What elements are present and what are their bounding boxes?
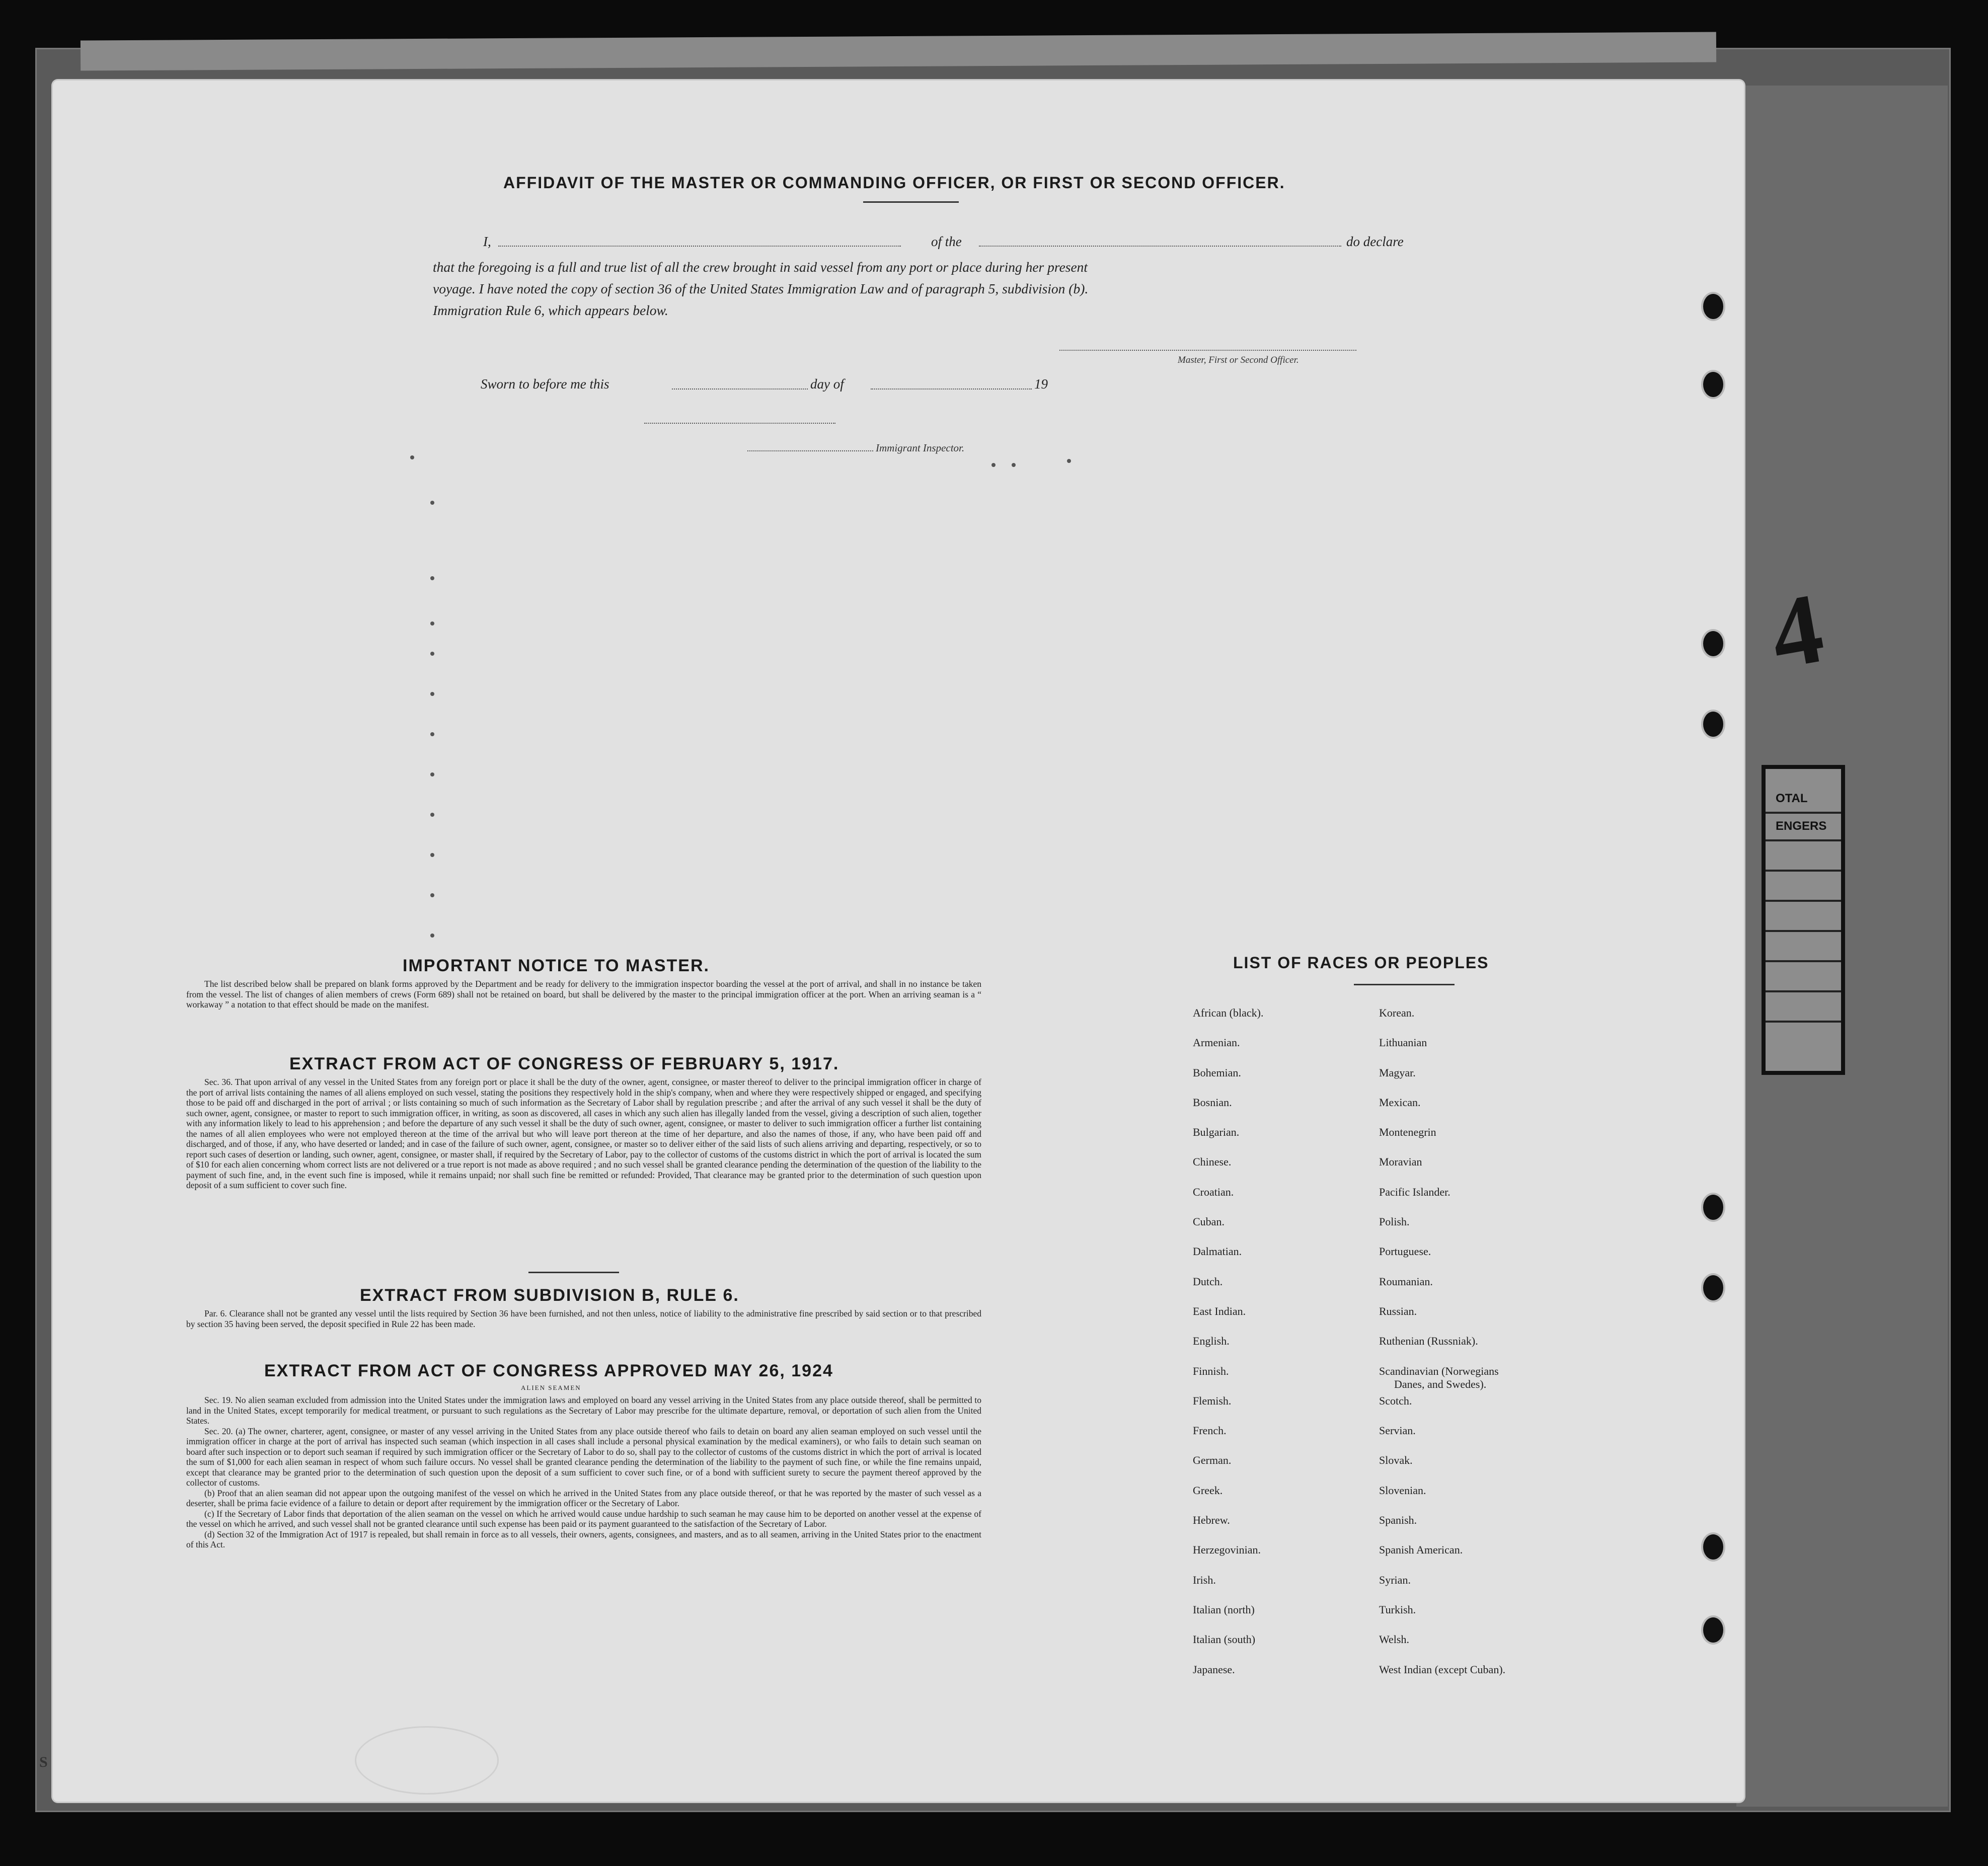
race-item: Flemish. xyxy=(1193,1394,1232,1407)
races-title: LIST OF RACES OR PEOPLES xyxy=(1233,954,1489,972)
race-item: English. xyxy=(1193,1335,1230,1348)
extract-1924-paragraph: Sec. 20. (a) The owner, charterer, agent, consignee, or master of any vessel arriving in the United States from any place outside thereof who fails to detain on board any alien seaman employed on such vessel until the immigration officer in charge at the port of arrival has inspected such seaman (which inspection in all cases shall include a personal physical examination by the medical examiners), or who fails to detain such seaman on board after such inspection or to deport such seaman if required by such immigration officer or the Secretary of Labor to do so, shall pay to the collector of customs of the customs district in which the port of arrival is located the sum of $1,000 for each alien seaman in respect of whom such failure occurs. No vessel shall be granted clearance pending the determination of the liability to the payment of such fine, or while the fine remains unpaid, except that clearance may be granted prior to the determination of such question upon the deposit of a sum sufficient to cover such fine, or of a bond with sufficient surety to secure the payment thereof approved by the collector of customs. xyxy=(186,1426,981,1488)
signature-blank xyxy=(1059,350,1356,351)
notice-title: IMPORTANT NOTICE TO MASTER. xyxy=(403,956,710,975)
inspector-blank-2 xyxy=(747,450,873,451)
notice-paragraph: The list described below shall be prepared on blank forms approved by the Department and be ready for delivery to the immigration inspector boarding the vessel at the port of arrival, and shall in no instance be taken from the vessel. The list of changes of alien members of crews (Form 689) shall not be retained on board, but shall be delivered by the master to the principal immigration officer at the port. When an arriving seaman is a “ workaway ” a notation to that effect should be made on the manifest. xyxy=(186,979,981,1009)
extract-1924-paragraph: Sec. 19. No alien seaman excluded from admission into the United States under the immigration laws and employed on board any vessel arriving in the United States from any place outside thereof, shall be permitted to land in the United States, except temporarily for medical treatment, or pursuant to such regulations as the Secretary of Labor may prescribe for the ultimate departure, removal, or deportation of such alien from the United States. xyxy=(186,1395,981,1426)
box-label-2: ENGERS xyxy=(1776,819,1827,833)
race-item: French. xyxy=(1193,1424,1227,1437)
race-item: Servian. xyxy=(1379,1424,1416,1437)
race-item: Russian. xyxy=(1379,1304,1417,1317)
affidavit-body-line-2: that the foregoing is a full and true list of all the crew brought in said vessel from any port or place during her present xyxy=(433,259,1088,275)
race-item: Italian (south) xyxy=(1193,1633,1256,1646)
race-item: Turkish. xyxy=(1379,1603,1416,1616)
race-item: Dalmatian. xyxy=(1193,1245,1242,1258)
extract-1924-title: EXTRACT FROM ACT OF CONGRESS APPROVED MAY 26, 1924 xyxy=(264,1361,833,1380)
race-item: Dutch. xyxy=(1193,1275,1223,1288)
extract-rule6-paragraph: Par. 6. Clearance shall not be granted any vessel until the lists required by Section 36 have been furnished, and not then unless, notice of liability to the administrative fine prescribed by said section or to that prescribed by section 35 having been served, the deposit specified in Rule 22 has been made. xyxy=(186,1308,981,1329)
signature-label: Master, First or Second Officer. xyxy=(1178,355,1299,365)
box-label-1: OTAL xyxy=(1776,792,1808,805)
race-item: Finnish. xyxy=(1193,1364,1229,1377)
affidavit-body-line-3: voyage. I have noted the copy of section 36 of the United States Immigration Law and of paragraph 5, subdivision (b). xyxy=(433,281,1089,296)
race-item: Italian (north) xyxy=(1193,1603,1255,1616)
race-item: Pacific Islander. xyxy=(1379,1185,1450,1198)
race-item: African (black). xyxy=(1193,1006,1264,1019)
extract-1917-title: EXTRACT FROM ACT OF CONGRESS OF FEBRUARY 5, 1917. xyxy=(289,1054,839,1073)
race-item: Japanese. xyxy=(1193,1663,1235,1676)
race-item: Armenian. xyxy=(1193,1036,1240,1049)
punch-hole xyxy=(1701,370,1725,399)
race-item: Magyar. xyxy=(1379,1066,1416,1079)
affidavit-body-line-4: Immigration Rule 6, which appears below. xyxy=(433,302,668,318)
races-list-left xyxy=(1193,1006,1263,1693)
inspector-blank-1 xyxy=(644,423,835,424)
divider xyxy=(528,1272,619,1273)
sworn-year: 19 xyxy=(1034,376,1048,392)
race-item: Scandinavian (Norwegians xyxy=(1379,1364,1499,1377)
name-blank xyxy=(498,246,901,247)
extract-1924-paragraph: (d) Section 32 of the Immigration Act of 1917 is repealed, but shall remain in force as to all vessels, their owners, agents, consignees, and masters, and as to all seamen, arriving in the United States prior to the enactment of this Act. xyxy=(186,1529,981,1549)
sworn-day-of: day of xyxy=(810,376,844,392)
extract-1924-paragraph: (c) If the Secretary of Labor finds that deportation of the alien seaman on the vessel on which he arrived would cause undue hardship to such seaman he may cause him to be deported on another vessel at the expense of the vessel on which he arrived, and such vessel shall not be granted clearance until such expense has been paid or its payment guaranteed to the satisfaction of the Secretary of Labor. xyxy=(186,1508,981,1529)
extract-rule6-text xyxy=(186,1308,981,1329)
extract-rule6-title: EXTRACT FROM SUBDIVISION B, RULE 6. xyxy=(360,1286,739,1305)
document-page xyxy=(53,81,1744,1802)
divider xyxy=(1354,984,1455,985)
race-item: Syrian. xyxy=(1379,1573,1411,1586)
race-item: West Indian (except Cuban). xyxy=(1379,1663,1506,1676)
race-item: Spanish. xyxy=(1379,1514,1417,1527)
handwritten-mark: 4 xyxy=(1762,572,1831,691)
punch-hole xyxy=(1701,1532,1725,1562)
punch-hole xyxy=(1701,710,1725,739)
race-item-multiline xyxy=(1379,1365,1505,1394)
punch-hole xyxy=(1701,292,1725,321)
race-item-continued: Danes, and Swedes). xyxy=(1394,1377,1487,1390)
race-item: Bosnian. xyxy=(1193,1096,1232,1109)
race-item: Portuguese. xyxy=(1379,1245,1431,1258)
race-item: Montenegrin xyxy=(1379,1126,1436,1139)
corner-mark: S xyxy=(39,1754,48,1770)
race-item: Mexican. xyxy=(1379,1096,1421,1109)
affidavit-do-declare: do declare xyxy=(1346,234,1404,249)
punch-hole xyxy=(1701,1273,1725,1302)
extract-1924-text xyxy=(186,1395,981,1550)
race-item: Korean. xyxy=(1379,1006,1415,1019)
sworn-day-blank xyxy=(672,388,808,390)
divider xyxy=(863,201,959,203)
race-item: Moravian xyxy=(1379,1155,1422,1169)
race-item: Lithuanian xyxy=(1379,1036,1427,1049)
punch-hole xyxy=(1701,1193,1725,1222)
race-item: Bulgarian. xyxy=(1193,1126,1240,1139)
punch-hole xyxy=(1701,1615,1725,1645)
race-item: Slovak. xyxy=(1379,1454,1413,1467)
race-item: Irish. xyxy=(1193,1573,1216,1586)
race-item: Cuban. xyxy=(1193,1215,1225,1228)
race-item: Roumanian. xyxy=(1379,1275,1433,1288)
race-item: Croatian. xyxy=(1193,1185,1234,1198)
race-item: Welsh. xyxy=(1379,1633,1409,1646)
race-item: Polish. xyxy=(1379,1215,1410,1228)
race-item: Scotch. xyxy=(1379,1394,1412,1407)
extract-1917-text xyxy=(186,1077,981,1191)
inspector-label: Immigrant Inspector. xyxy=(876,442,965,454)
affidavit-i: I, xyxy=(483,234,491,249)
punch-hole xyxy=(1701,629,1725,658)
sworn-prefix: Sworn to before me this xyxy=(481,376,609,392)
extract-1924-paragraph: (b) Proof that an alien seaman did not appear upon the outgoing manifest of the vessel on which he arrived in the United States from any place outside thereof, or that he was reported by the master of such vessel as a deserter, shall be prima facie evidence of a failure to detain or deport after requirement by the immigration officer or the Secretary of Labor. xyxy=(186,1488,981,1508)
extract-1924-subtitle: ALIEN SEAMEN xyxy=(521,1384,581,1391)
race-item: Hebrew. xyxy=(1193,1514,1230,1527)
race-item: Herzegovinian. xyxy=(1193,1543,1261,1557)
affidavit-of-the: of the xyxy=(931,234,962,249)
race-item: Slovenian. xyxy=(1379,1484,1426,1497)
faded-stamp xyxy=(355,1726,499,1795)
total-passengers-box xyxy=(1762,765,1845,1075)
affidavit-title: AFFIDAVIT OF THE MASTER OR COMMANDING OFFICER, OR FIRST OR SECOND OFFICER. xyxy=(503,174,1285,192)
sworn-month-blank xyxy=(871,388,1032,390)
race-item: German. xyxy=(1193,1454,1232,1467)
race-item: Chinese. xyxy=(1193,1155,1232,1169)
race-item: Spanish American. xyxy=(1379,1543,1463,1557)
race-item: Ruthenian (Russniak). xyxy=(1379,1335,1478,1348)
race-item: East Indian. xyxy=(1193,1304,1246,1317)
notice-text xyxy=(186,979,981,1010)
race-item: Bohemian. xyxy=(1193,1066,1241,1079)
vessel-blank xyxy=(979,246,1341,247)
race-item: Greek. xyxy=(1193,1484,1223,1497)
extract-1917-paragraph: Sec. 36. That upon arrival of any vessel in the United States from any foreign port or place it shall be the duty of the owner, agent, consignee, or master thereof to deliver to the principal immigration officer in charge of the port of arrival lists containing the names of all aliens employed on such vessel, stating the positions they respectively hold in the ship's company, when and where they were respectively shipped or engaged, and specifying those to be paid off and discharged in the port of arrival ; or lists containing so much of such information as the Secretary of Labor shall by regulation prescribe ; and after the arrival of any such vessel it shall be the duty of such owner, agent, consignee, or master to report to such immigration officer, in writing, as soon as discovered, all cases in which any such alien has illegally landed from the vessel, giving a description of such alien, together with any information likely to lead to his apprehension ; and before the departure of any such vessel it shall be the duty of such owner, agent, consignee, or master to deliver to such immigration officer a further list containing the names of all alien employees who were not employed thereon at the time of the arrival but who will leave port thereon at the time of her departure, and also the names of those, if any, who have been paid off and discharged, and of those, if any, who have deserted or landed; and in case of the failure of such owner, agent, consignee, or master so to deliver either of the said lists of such aliens arriving and departing, respectively, or so to report such cases of desertion or landing, such owner, agent, consignee, or master shall, if required by the Secretary of Labor, pay to the collector of customs of the customs district in which the port of arrival is located the sum of $10 for each alien concerning whom correct lists are not delivered or a true report is not made as above required ; and no such vessel shall be granted clearance pending the determination of the question of the liability to the payment of such fine, and, in the event such fine is imposed, while it remains unpaid; nor shall such fine be remitted or refunded: Provided, That clearance may be granted prior to the determination of such question upon deposit of a sum sufficient to cover such fine. xyxy=(186,1077,981,1190)
races-list-right xyxy=(1379,1006,1505,1693)
